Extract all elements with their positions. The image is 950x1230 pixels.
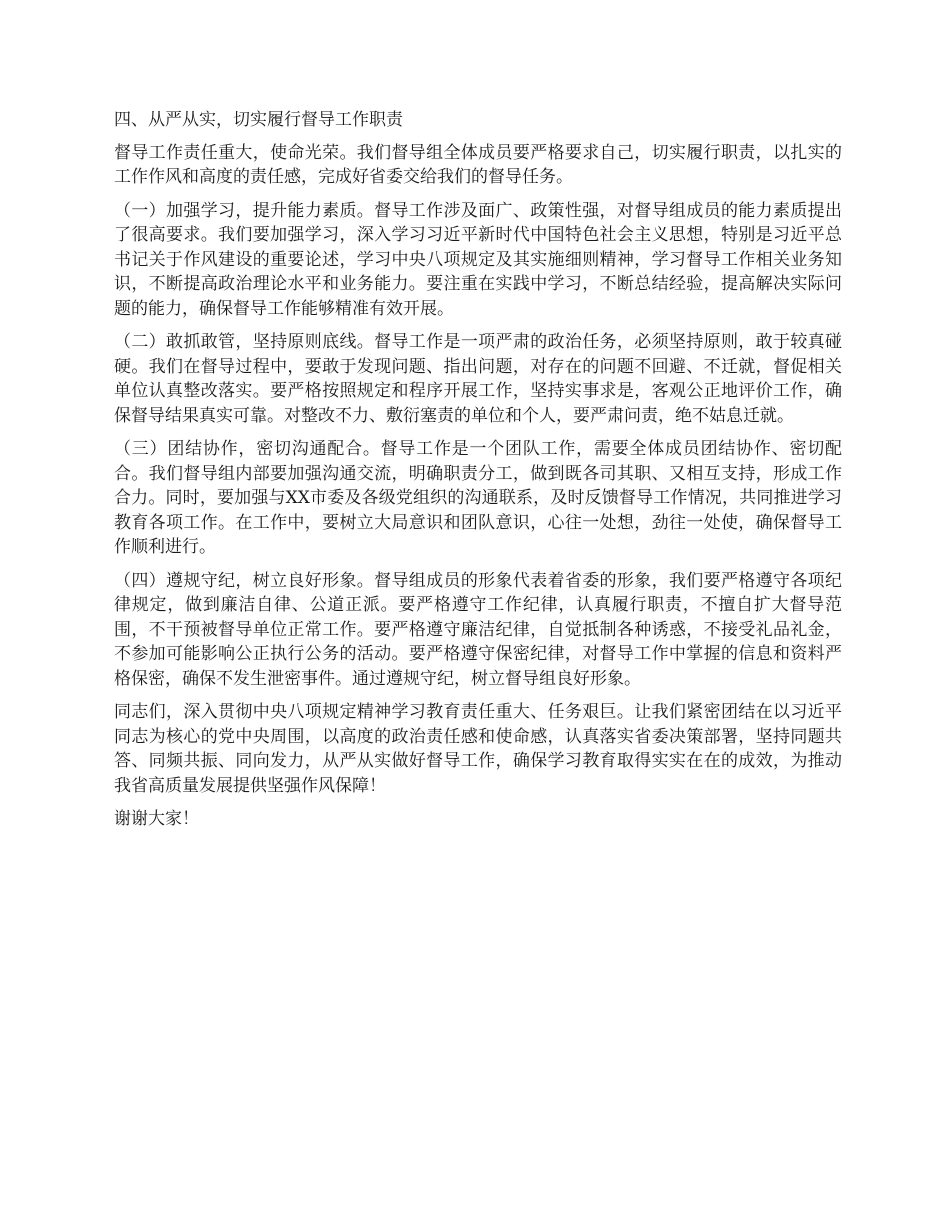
paragraph-discipline: （四）遵规守纪，树立良好形象。督导组成员的形象代表着省委的形象，我们要严格遵守各项纪律规定，做到廉洁自律、公道正派。要严格遵守工作纪律，认真履行职责，不擅自扩大督导范围，不干预被督导单位正常工作。要严格遵守廉洁纪律，自觉抵制各种诱惑，不接受礼品礼金，不参加可能影响公正执行公务的活动。要严格遵守保密纪律，对督导工作中掌握的信息和资料严格保密，确保不发生泄密事件。通过遵规守纪，树立督导组良好形象。 — [114, 570, 842, 689]
section-heading: 四、从严从实，切实履行督导工作职责 — [114, 110, 403, 130]
paragraph-principle: （二）敢抓敢管，坚持原则底线。督导工作是一项严肃的政治任务，必须坚持原则，敢于较真碰硬。我们在督导过程中，要敢于发现问题、指出问题，对存在的问题不回避、不迁就，督促相关单位认真整改落实。要严格按照规定和程序开展工作，坚持实事求是，客观公正地评价工作，确保督导结果真实可靠。对整改不力、敷衍塞责的单位和个人，要严肃问责，绝不姑息迁就。 — [114, 332, 842, 426]
paragraph-teamwork: （三）团结协作，密切沟通配合。督导工作是一个团队工作，需要全体成员团结协作、密切配合。我们督导组内部要加强沟通交流，明确职责分工，做到既各司其职、又相互支持，形成工作合力。同时，要加强与XX市委及各级党组织的沟通联系，及时反馈督导工作情况，共同推进学习教育各项工作。在工作中，要树立大局意识和团队意识，心往一处想，劲往一处使，确保督导工作顺利进行。 — [114, 439, 842, 557]
paragraph-conclusion: 同志们，深入贯彻中央八项规定精神学习教育责任重大、任务艰巨。让我们紧密团结在以习近平同志为核心的党中央周围，以高度的政治责任感和使命感，认真落实省委决策部署，坚持同题共答、同频共振、同向发力，从严从实做好督导工作，确保学习教育取得实实在在的成效，为推动我省高质量发展提供坚强作风保障！ — [114, 702, 842, 796]
document-body — [114, 108, 842, 832]
closing-line: 谢谢大家！ — [114, 809, 199, 829]
paragraph-study: （一）加强学习，提升能力素质。督导工作涉及面广、政策性强，对督导组成员的能力素质提出了很高要求。我们要加强学习，深入学习习近平新时代中国特色社会主义思想，特别是习近平总书记关于作风建设的重要论述，学习中央八项规定及其实施细则精神，学习督导工作相关业务知识，不断提高政治理论水平和业务能力。要注重在实践中学习，不断总结经验，提高解决实际问题的能力，确保督导工作能够精准有效开展。 — [114, 200, 842, 319]
paragraph-intro: 督导工作责任重大，使命光荣。我们督导组全体成员要严格要求自己，切实履行职责，以扎实的工作作风和高度的责任感，完成好省委交给我们的督导任务。 — [114, 142, 842, 187]
